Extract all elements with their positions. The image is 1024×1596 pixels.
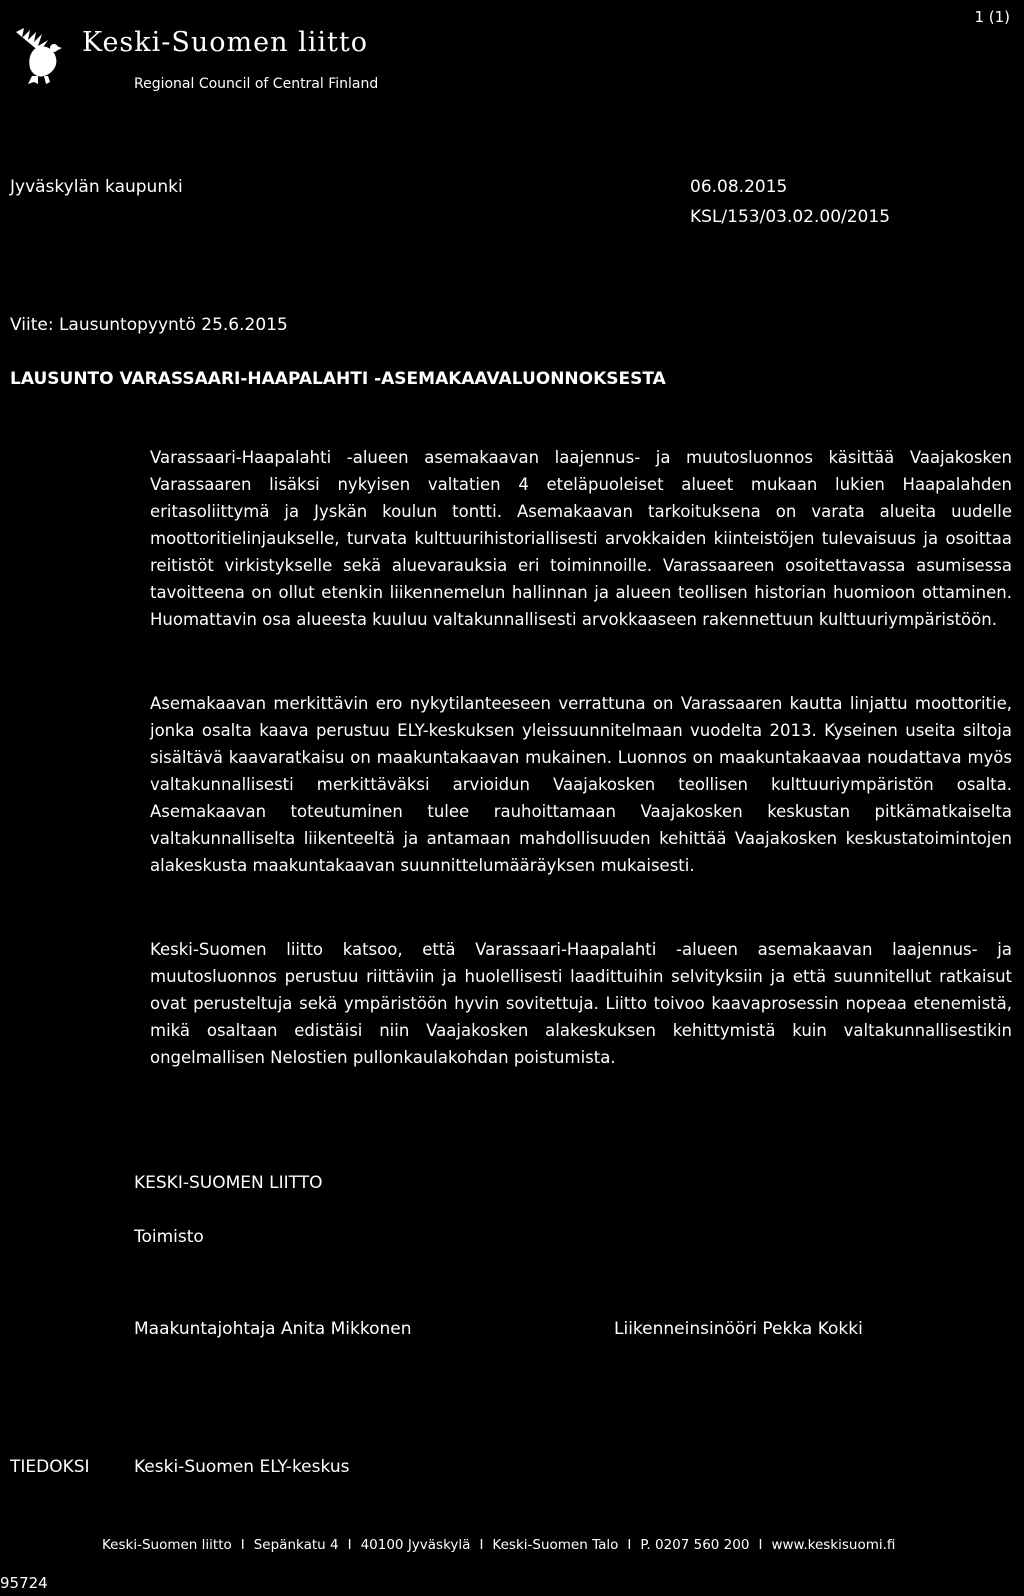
footer — [102, 1537, 895, 1553]
org-name: Keski-Suomen liitto — [82, 27, 368, 58]
footer-phone: P. 0207 560 200 — [640, 1537, 750, 1553]
signature-org: KESKI-SUOMEN LIITTO — [134, 1173, 323, 1193]
footer-postal: 40100 Jyväskylä — [360, 1537, 471, 1553]
org-subtitle: Regional Council of Central Finland — [134, 76, 379, 92]
signer-1: Maakuntajohtaja Anita Mikkonen — [134, 1319, 412, 1339]
footer-building: Keski-Suomen Talo — [492, 1537, 619, 1553]
paragraph-1: Varassaari-Haapalahti -alueen asemakaavan laajennus- ja muutosluonnos käsittää Vaajakosken Varassaaren lisäksi nykyisen valtatien 4 eteläpuoleiset alueet mukaan lukien Haapalahden eritasoliittymä ja Jyskän koulun tontti. Asemakaavan tarkoituksena on varata alueita uudelle moottoritielinjaukselle, turvata kulttuurihistoriallisesti arvokkaiden kiinteistöjen tulevaisuus ja osoittaa reitistöt virkistykselle sekä aluevarauksia eri toiminnoille. Varassaareen osoitettavassa asumisessa tavoitteena on ollut etenkin liikennemelun hallinnan ja alueen teollisen historian huomioon ottaminen. Huomattavin osa alueesta kuuluu valtakunnallisesti arvokkaaseen rakennettuun kulttuuriympäristöön. — [150, 448, 1012, 629]
reference-line: Viite: Lausuntopyyntö 25.6.2015 — [10, 315, 288, 335]
capercaillie-bird-icon — [10, 26, 62, 86]
signature-unit: Toimisto — [134, 1227, 204, 1247]
footer-address: Sepänkatu 4 — [253, 1537, 339, 1553]
document-date: 06.08.2015 — [690, 177, 788, 197]
distribution-recipient: Keski-Suomen ELY-keskus — [134, 1457, 350, 1477]
reference-number: KSL/153/03.02.00/2015 — [690, 207, 891, 227]
distribution-label: TIEDOKSI — [10, 1457, 90, 1477]
footer-website: www.keskisuomi.fi — [771, 1537, 896, 1553]
footer-separator: I — [758, 1537, 763, 1553]
signer-2: Liikenneinsinööri Pekka Kokki — [614, 1319, 863, 1339]
document-id: 95724 — [0, 1574, 48, 1592]
document-title: LAUSUNTO VARASSAARI-HAAPALAHTI -ASEMAKAAVALUONNOKSESTA — [10, 369, 666, 389]
footer-separator: I — [347, 1537, 352, 1553]
footer-separator: I — [627, 1537, 632, 1553]
footer-separator: I — [240, 1537, 245, 1553]
footer-org: Keski-Suomen liitto — [102, 1537, 232, 1553]
page-number: 1 (1) — [974, 8, 1010, 26]
footer-separator: I — [479, 1537, 484, 1553]
paragraph-3: Keski-Suomen liitto katsoo, että Varassaari-Haapalahti -alueen asemakaavan laajennus- ja muutosluonnos perustuu riittäviin ja huolellisesti laadittuihin selvityksiin ja että suunnitellut ratkaisut ovat perusteltuja sekä ympäristöön hyvin sovitettuja. Liitto toivoo kaavaprosessin nopeaa etenemistä, mikä osaltaan edistäisi niin Vaajakosken alakeskuksen kehittymistä kuin valtakunnallisestikin ongelmallisen Nelostien pullonkaulakohdan poistumista. — [150, 940, 1012, 1067]
paragraph-2: Asemakaavan merkittävin ero nykytilanteeseen verrattuna on Varassaaren kautta linjattu moottoritie, jonka osalta kaava perustuu ELY-keskuksen yleissuunnitelmaan vuodelta 2013. Kyseinen useita siltoja sisältävä kaavaratkaisu on maakuntakaavan mukainen. Luonnos on maakuntakaavaa noudattava myös valtakunnallisesti merkittäväksi arvioidun Vaajakosken teollisen kulttuuriympäristön osalta. Asemakaavan toteutuminen tulee rauhoittamaan Vaajakosken keskustan pitkämatkaiselta valtakunnalliselta liikenteeltä ja antamaan mahdollisuuden kehittää Vaajakosken keskustatoimintojen alakeskusta maakuntakaavan suunnittelumääräyksen mukaisesti. — [150, 694, 1012, 875]
letterhead — [10, 14, 450, 94]
recipient: Jyväskylän kaupunki — [10, 177, 183, 197]
